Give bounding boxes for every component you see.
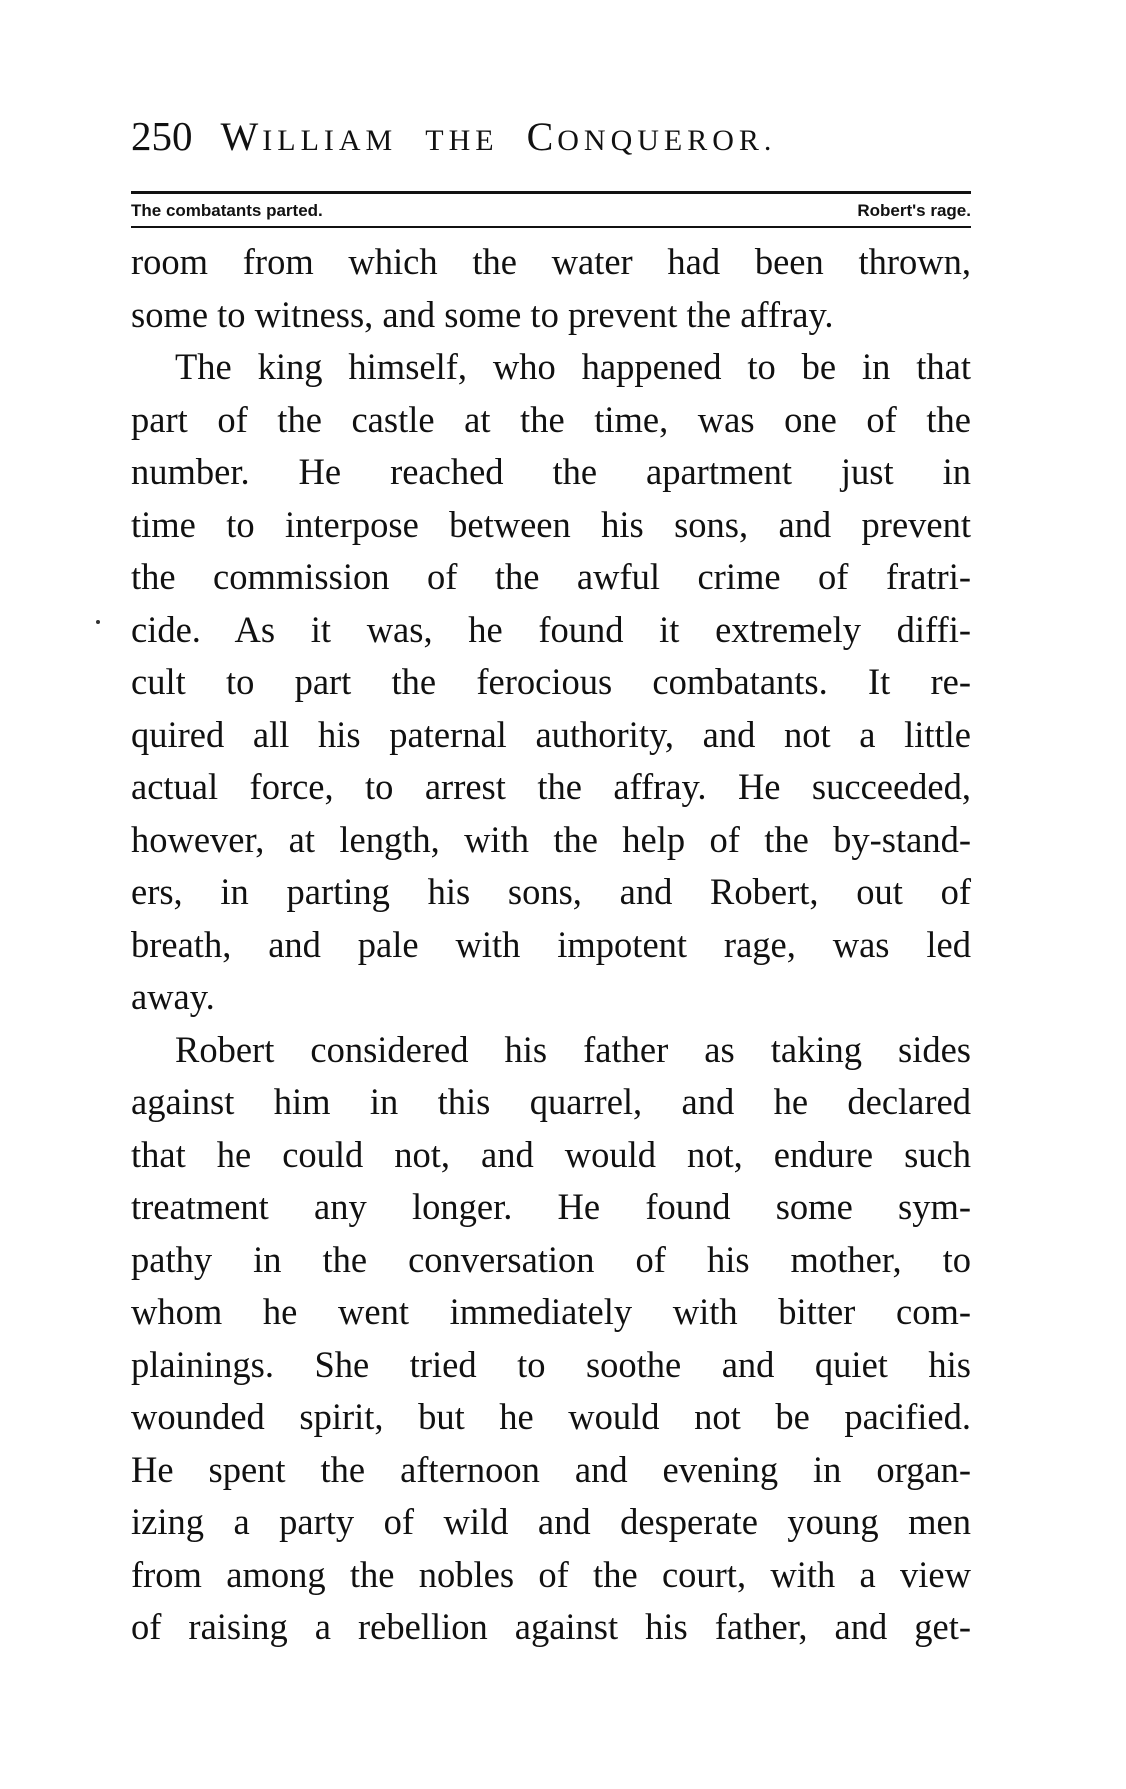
text-line: ers, in parting his sons, and Robert, out of <box>131 871 971 912</box>
text-line: of raising a rebellion against his father, and get- <box>131 1606 971 1647</box>
text-line: room from which the water had been thrown, <box>131 241 971 282</box>
running-title-c-rest: ONQUEROR. <box>557 124 777 157</box>
text-line: part of the castle at the time, was one of the <box>131 398 971 440</box>
text-line: however, at length, with the help of the by-stand- <box>131 818 971 860</box>
running-title <box>221 114 777 159</box>
page-header <box>131 112 971 172</box>
text-line: cult to part the ferocious combatants. It re- <box>131 661 971 702</box>
header-rule-top <box>131 191 971 194</box>
text-line: against him in this quarrel, and he declared <box>131 1081 971 1122</box>
text-line: wounded spirit, but he would not be pacified. <box>131 1396 971 1437</box>
body-text <box>131 236 971 1654</box>
text-line: the commission of the awful crime of fratri- <box>131 556 971 597</box>
text-line: Robert considered his father as taking sides <box>175 1028 971 1070</box>
text-line: He spent the afternoon and evening in organ- <box>131 1448 971 1490</box>
running-title-w-rest: ILLIAM <box>262 124 398 157</box>
text-line: quired all his paternal authority, and not a little <box>131 713 971 755</box>
text-line: izing a party of wild and desperate young men <box>131 1501 971 1542</box>
subhead-right: Robert's rage. <box>857 201 971 220</box>
text-line: that he could not, and would not, endure such <box>131 1133 971 1175</box>
text-line: breath, and pale with impotent rage, was led <box>131 923 971 965</box>
text-line: pathy in the conversation of his mother, to <box>131 1238 971 1280</box>
text-line: treatment any longer. He found some sym- <box>131 1186 971 1227</box>
margin-speck <box>96 620 100 624</box>
text-line: from among the nobles of the court, with a view <box>131 1553 971 1595</box>
text-line: cide. As it was, he found it extremely diffi- <box>131 608 971 650</box>
text-line: some to witness, and some to prevent the affray. <box>131 293 834 335</box>
text-line: actual force, to arrest the affray. He succeeded, <box>131 766 971 807</box>
text-line: away. <box>131 976 215 1017</box>
text-line: The king himself, who happened to be in that <box>175 346 971 387</box>
running-title-c-cap: C <box>526 114 558 159</box>
subhead-left: The combatants parted. <box>131 201 323 220</box>
running-title-w-cap: W <box>220 114 263 159</box>
marginal-subheads <box>131 197 971 225</box>
running-title-the: THE <box>425 124 499 157</box>
text-line: whom he went immediately with bitter com- <box>131 1291 971 1332</box>
page-number: 250 <box>131 113 193 159</box>
text-line: time to interpose between his sons, and prevent <box>131 503 971 545</box>
text-line: plainings. She tried to soothe and quiet his <box>131 1343 971 1385</box>
text-line: number. He reached the apartment just in <box>131 451 971 492</box>
header-rule-bottom <box>131 226 971 228</box>
